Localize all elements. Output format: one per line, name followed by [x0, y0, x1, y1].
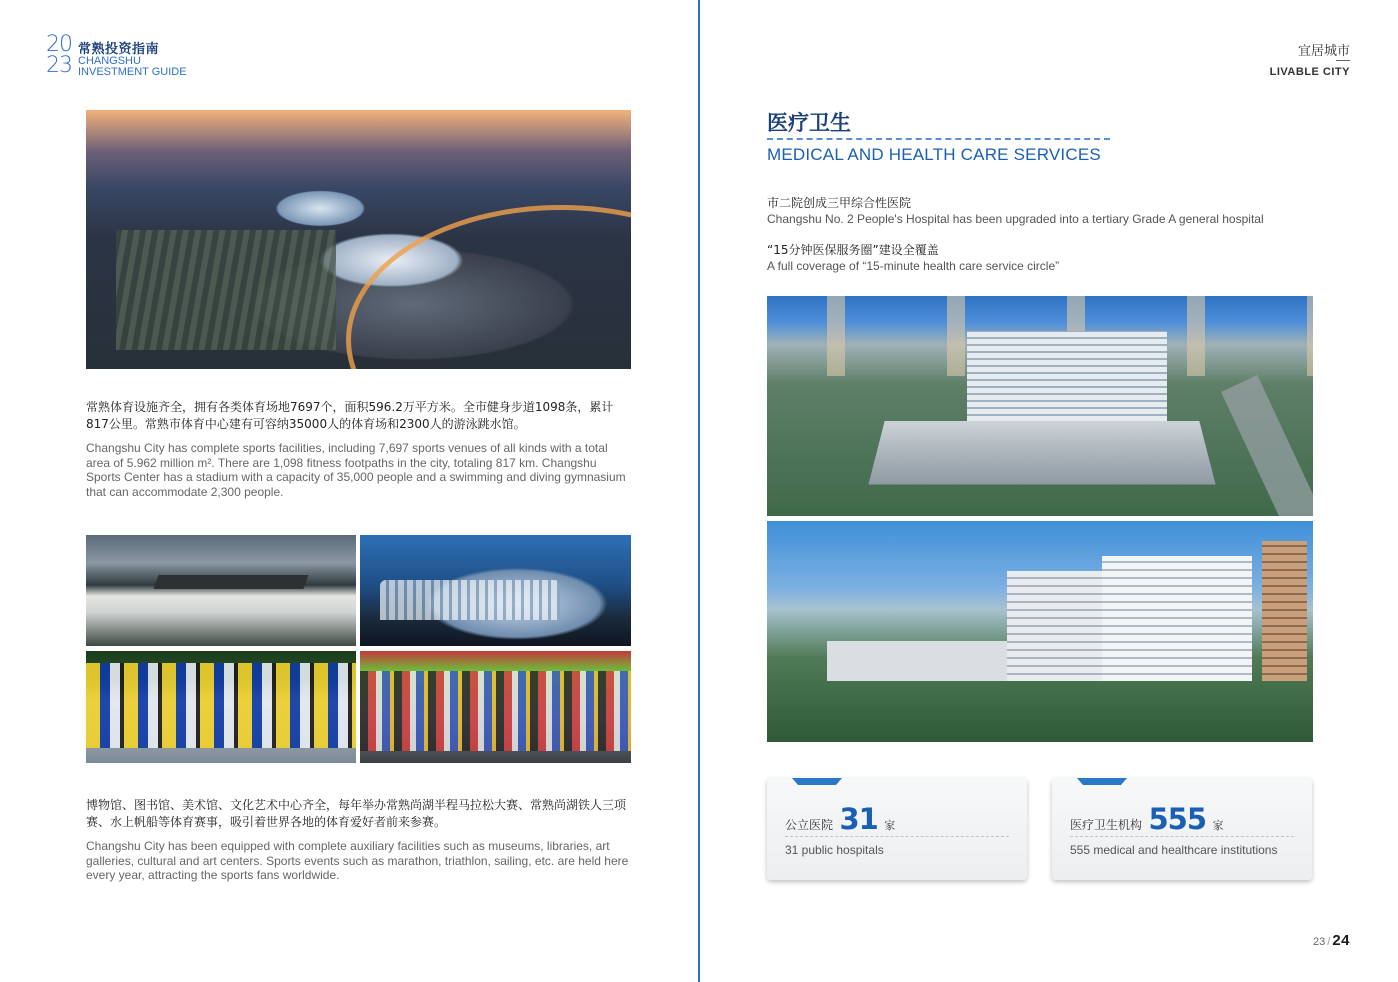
- highlight-2-cn: “15分钟医保服务圈”建设全覆盖: [767, 243, 939, 257]
- hospital-main-building: [967, 331, 1167, 421]
- hospital-aerial-photo: [767, 296, 1313, 516]
- logo-title-en-line2: INVESTMENT GUIDE: [78, 66, 187, 78]
- section-title-cn: 医疗卫生: [767, 111, 851, 135]
- card-accent-tab: [792, 778, 842, 785]
- low-rise-building: [827, 641, 1017, 681]
- arena-photo: [360, 535, 631, 646]
- page-number: [1313, 932, 1350, 949]
- culture-events-text-en: Changshu City has been equipped with complete auxiliary facilities such as museums, libraries, art galleries, cultural and art centers. Sports events such as marathon, triathlon, sailing, etc. are held here every year, attracting the sports fans worldwide.: [86, 839, 629, 882]
- cyclists: [86, 663, 356, 748]
- page-divider: [698, 0, 700, 982]
- parking-lot: [116, 230, 336, 350]
- museum-photo: [86, 535, 356, 646]
- section-label-en: LIVABLE CITY: [1269, 66, 1350, 78]
- stat-value: 555: [1148, 802, 1207, 836]
- marathon-photo: [360, 651, 631, 763]
- page-number-left: 23: [1313, 936, 1326, 948]
- logo-title-en-line1: CHANGSHU: [78, 55, 141, 67]
- arena-glass-facade: [380, 580, 560, 620]
- lit-road: [346, 205, 631, 369]
- stat-unit: 家: [1212, 819, 1224, 832]
- stat-value: 31: [839, 802, 878, 836]
- museum-roof: [153, 575, 308, 589]
- section-title-divider: [767, 138, 1110, 140]
- stat-description: 31 public hospitals: [785, 843, 884, 857]
- logo-year-top: 20: [46, 32, 72, 57]
- cycling-race-photo: [86, 651, 356, 763]
- avenue: [1221, 375, 1313, 516]
- hospital-podium: [868, 421, 1215, 485]
- sports-facilities-text-cn: 常熟体育设施齐全，拥有各类体育场地7697个，面积596.2万平方米。全市健身步道1098条，累计817公里。常熟市体育中心建有可容纳35000人的体育场和2300人的游泳跳水馆。: [86, 400, 614, 431]
- stat-card-medical-institutions: [1052, 778, 1312, 880]
- page-number-right: 24: [1332, 932, 1350, 949]
- section-label-rule: [1336, 60, 1350, 61]
- side-tower: [1262, 541, 1307, 681]
- sports-facilities-text-en: Changshu City has complete sports facilities, including 7,697 sports venues of all kinds with a total area of 5.962 million m². There are 1,098 fitness footpaths in the city, totaling 817 km. Changshu Sports Center has a stadium with a capacity of 35,000 people and a swimming and diving gymnasium that can accommodate 2,300 people.: [86, 441, 626, 499]
- logo-title-cn: 常熟投资指南: [78, 42, 160, 57]
- stat-unit: 家: [884, 819, 896, 832]
- highlight-1-en: Changshu No. 2 People's Hospital has been upgraded into a tertiary Grade A general hospital: [767, 212, 1264, 226]
- runners: [360, 671, 631, 751]
- card-divider: [785, 836, 1009, 837]
- card-accent-tab: [1077, 778, 1127, 785]
- sports-center-photo: [86, 110, 631, 369]
- page-number-separator: /: [1327, 936, 1331, 948]
- stat-label: 公立医院: [785, 818, 834, 832]
- section-label-cn: 宜居城市: [1297, 44, 1350, 59]
- card-divider: [1070, 836, 1294, 837]
- logo-year-bottom: 23: [46, 53, 72, 78]
- logo-year: [46, 34, 74, 78]
- culture-events-text-cn: 博物馆、图书馆、美术馆、文化艺术中心齐全，每年举办常熟尚湖半程马拉松大赛、常熟尚湖铁人三项赛、水上帆船等体育赛事，吸引着世界各地的体育爱好者前来参赛。: [86, 798, 627, 829]
- main-tower: [1102, 556, 1252, 681]
- stat-description: 555 medical and healthcare institutions: [1070, 843, 1278, 857]
- stat-label: 医疗卫生机构: [1070, 818, 1143, 832]
- stat-card-public-hospitals: [767, 778, 1027, 880]
- mid-building: [1007, 571, 1102, 681]
- section-title-en: MEDICAL AND HEALTH CARE SERVICES: [767, 145, 1101, 164]
- highlight-2-en: A full coverage of “15-minute health care service circle”: [767, 259, 1060, 273]
- highlight-1-cn: 市二院创成三甲综合性医院: [767, 196, 912, 210]
- hospital-complex-photo: [767, 521, 1313, 742]
